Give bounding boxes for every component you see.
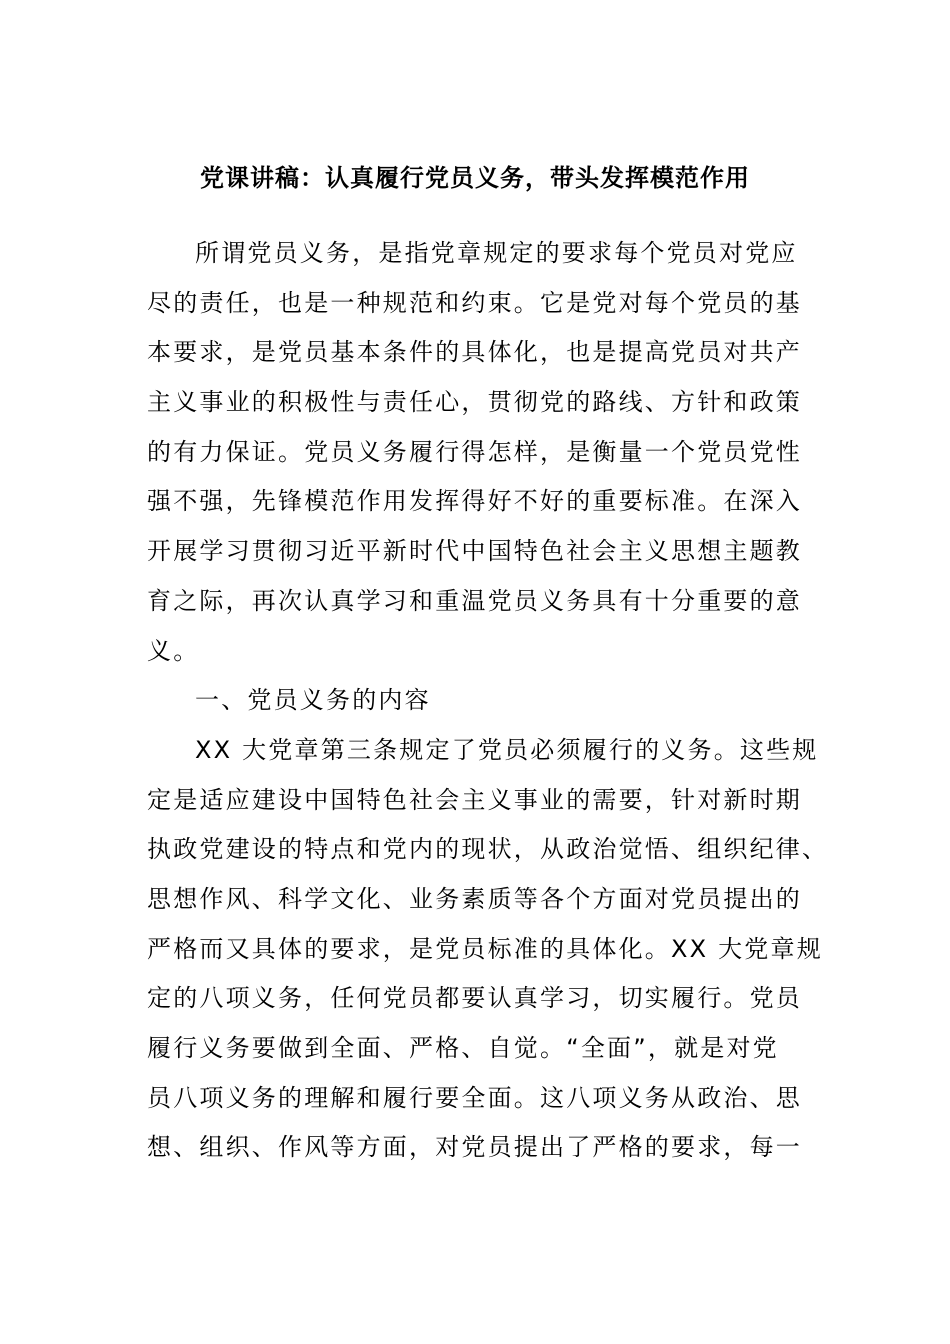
paragraph-line: 育之际，再次认真学习和重温党员义务具有十分重要的意 [147, 586, 802, 615]
document-body [147, 233, 829, 1177]
section-heading: 一、党员义务的内容 [195, 686, 431, 715]
paragraph-line: 主义事业的积极性与责任心，贯彻党的路线、方针和政策 [147, 388, 802, 417]
paragraph-line: 开展学习贯彻习近平新时代中国特色社会主义思想主题教 [147, 537, 802, 566]
paragraph-line: 思想作风、科学文化、业务素质等各个方面对党员提出的 [147, 884, 802, 913]
paragraph-line: 义。 [147, 636, 200, 665]
document-title: 党课讲稿：认真履行党员义务，带头发挥模范作用 [200, 164, 750, 192]
paragraph-line: 强不强，先锋模范作用发挥得好不好的重要标准。在深入 [147, 487, 802, 516]
paragraph-line: 尽的责任，也是一种规范和约束。它是党对每个党员的基 [147, 288, 802, 317]
paragraph-line: 定是适应建设中国特色社会主义事业的需要，针对新时期 [147, 785, 802, 814]
paragraph-line: 履行义务要做到全面、严格、自觉。“全面”，就是对党 [147, 1034, 779, 1062]
paragraph-line: 定的八项义务，任何党员都要认真学习，切实履行。党员 [147, 984, 802, 1013]
paragraph-line: 的有力保证。党员义务履行得怎样，是衡量一个党员党性 [147, 437, 802, 466]
paragraph-line: XX 大党章第三条规定了党员必须履行的义务。这些规 [195, 735, 819, 764]
paragraph-line: 本要求，是党员基本条件的具体化，也是提高党员对共产 [147, 338, 802, 367]
paragraph-line: 所谓党员义务，是指党章规定的要求每个党员对党应 [195, 239, 798, 267]
paragraph-line: 严格而又具体的要求，是党员标准的具体化。XX 大党章规 [147, 934, 823, 963]
paragraph-line: 想、组织、作风等方面，对党员提出了严格的要求，每一 [147, 1133, 802, 1162]
paragraph-line: 员八项义务的理解和履行要全面。这八项义务从政治、思 [147, 1083, 802, 1112]
paragraph-line: 执政党建设的特点和党内的现状，从政治觉悟、组织纪律、 [147, 835, 829, 864]
